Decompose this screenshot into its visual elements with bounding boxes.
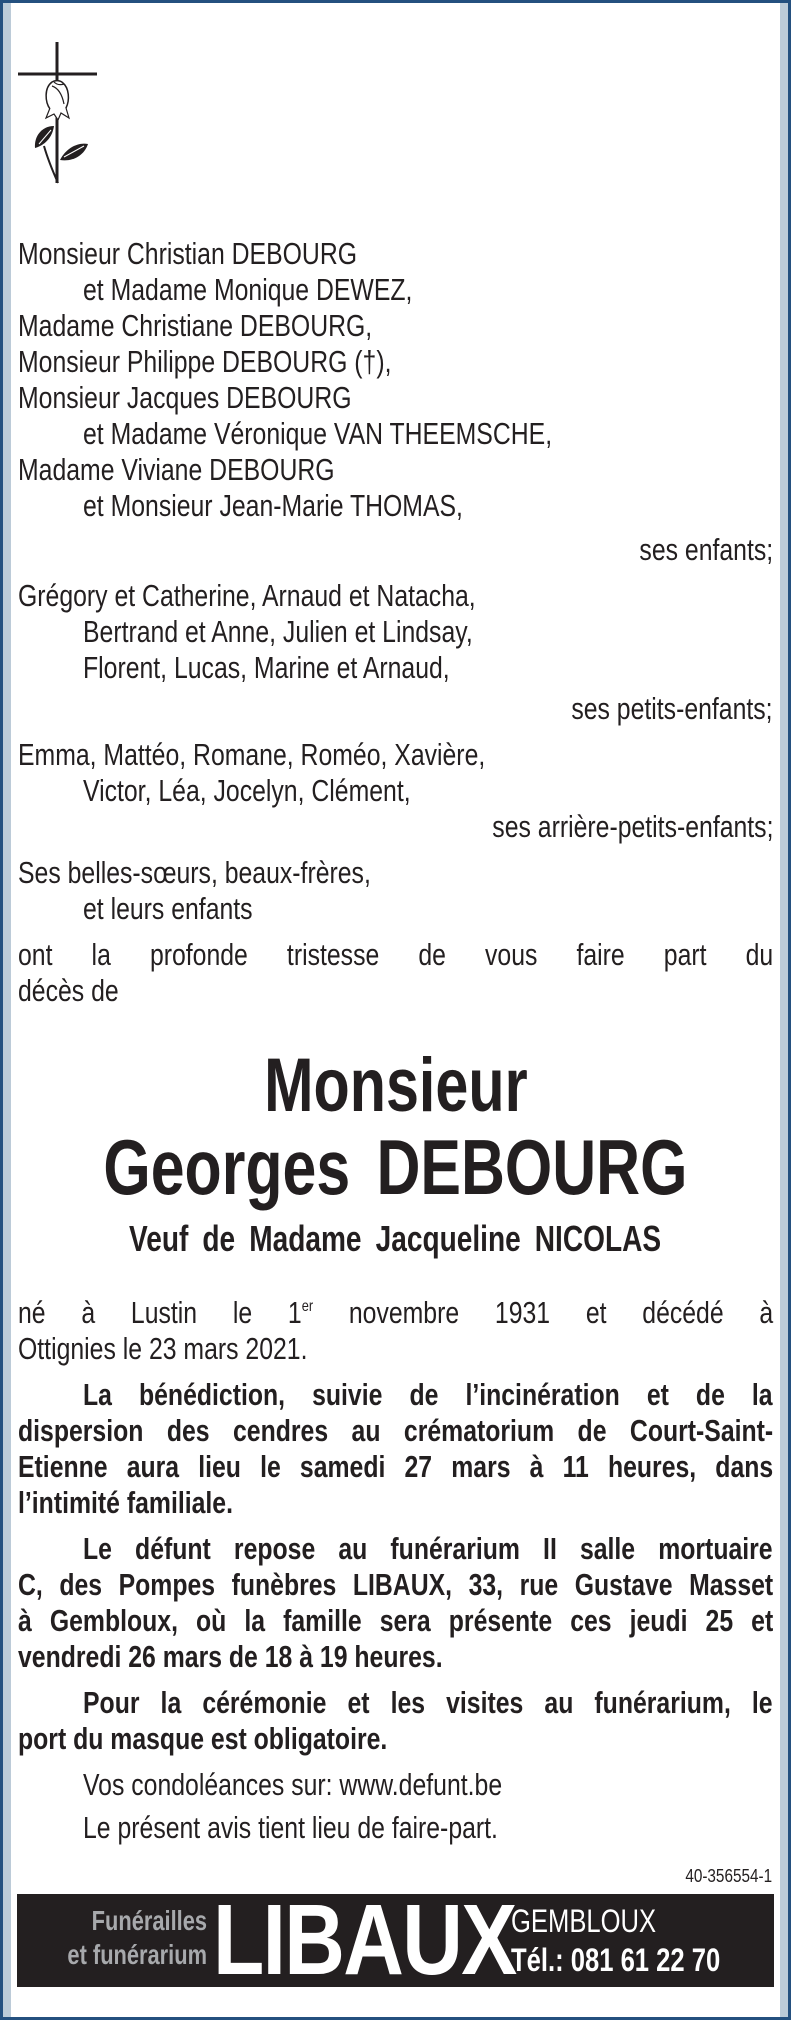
- family-line: Florent, Lucas, Marine et Arnaud,: [83, 650, 450, 685]
- family-line: et Madame Véronique VAN THEEMSCHE,: [83, 416, 553, 451]
- ceremony-text: dispersion des cendres au crématorium de Court-Saint-: [18, 1413, 774, 1448]
- banner-city: GEMBLOUX: [511, 1903, 657, 1939]
- family-line: Ses belles-sœurs, beaux-frères,: [18, 855, 371, 890]
- family-line: et Monsieur Jean-Marie THOMAS,: [83, 488, 463, 523]
- family-line: Madame Viviane DEBOURG: [18, 452, 335, 487]
- family-line: Madame Christiane DEBOURG,: [18, 308, 373, 343]
- mask-notice: port du masque est obligatoire.: [18, 1721, 388, 1756]
- family-line: Bertrand et Anne, Julien et Lindsay,: [83, 614, 473, 649]
- announcement-text: décès de: [18, 973, 119, 1008]
- banner-contact: [511, 1902, 773, 1980]
- announcement-text: ont la profonde tristesse de vous faire part du: [18, 937, 774, 972]
- viewing-text: à Gembloux, où la famille sera présente ces jeudi 25 et: [18, 1603, 774, 1638]
- deceased-widower-of: Veuf de Madame Jacqueline NICOLAS: [129, 1218, 662, 1259]
- family-line: et Madame Monique DEWEZ,: [83, 272, 413, 307]
- deceased-title: Monsieur: [263, 1043, 528, 1128]
- condolences-link[interactable]: Vos condoléances sur: www.defunt.be: [83, 1767, 503, 1802]
- relation-label: ses petits-enfants;: [571, 691, 773, 726]
- frame-band-left: [3, 3, 11, 2017]
- viewing-text: C, des Pompes funèbres LIBAUX, 33, rue Gustave Masset: [18, 1567, 774, 1602]
- family-line: Grégory et Catherine, Arnaud et Natacha,: [18, 578, 476, 613]
- viewing-text: vendredi 26 mars de 18 à 19 heures.: [18, 1639, 443, 1674]
- birth-death-line: Ottignies le 23 mars 2021.: [18, 1331, 308, 1366]
- banner-brand: LIBAUX: [213, 1884, 516, 1996]
- family-line: Monsieur Christian DEBOURG: [18, 236, 358, 271]
- reference-number: 40-356554-1: [685, 1866, 772, 1886]
- relation-label: ses enfants;: [639, 532, 773, 567]
- ceremony-text: l’intimité familiale.: [18, 1485, 233, 1520]
- family-line: Monsieur Philippe DEBOURG (†),: [18, 344, 392, 379]
- cross-with-rose-icon: [14, 38, 104, 188]
- faire-part-notice: Le présent avis tient lieu de faire-part.: [83, 1810, 498, 1845]
- banner-phone: Tél.: 081 61 22 70: [511, 1942, 721, 1978]
- ceremony-text: La bénédiction, suivie de l’incinération et de la: [83, 1377, 773, 1412]
- banner-tagline: Funérailles et funérarium: [67, 1905, 207, 1970]
- funeral-home-banner: [17, 1884, 774, 1996]
- birth-death-line: né à Lustin le 1er novembre 1931 et décédé à: [18, 1295, 774, 1330]
- viewing-text: Le défunt repose au funérarium II salle mortuaire: [83, 1531, 773, 1566]
- ceremony-text: Etienne aura lieu le samedi 27 mars à 11 heures, dans: [18, 1449, 774, 1484]
- deceased-name: Georges DEBOURG: [103, 1123, 688, 1211]
- frame-band-right: [780, 3, 788, 2017]
- relation-label: ses arrière-petits-enfants;: [491, 809, 773, 844]
- family-line: Emma, Mattéo, Romane, Roméo, Xavière,: [18, 737, 486, 772]
- family-line: Victor, Léa, Jocelyn, Clément,: [83, 773, 411, 808]
- family-line: Monsieur Jacques DEBOURG: [18, 380, 352, 415]
- family-line: et leurs enfants: [83, 891, 253, 926]
- mask-notice: Pour la cérémonie et les visites au funérarium, le: [83, 1685, 773, 1720]
